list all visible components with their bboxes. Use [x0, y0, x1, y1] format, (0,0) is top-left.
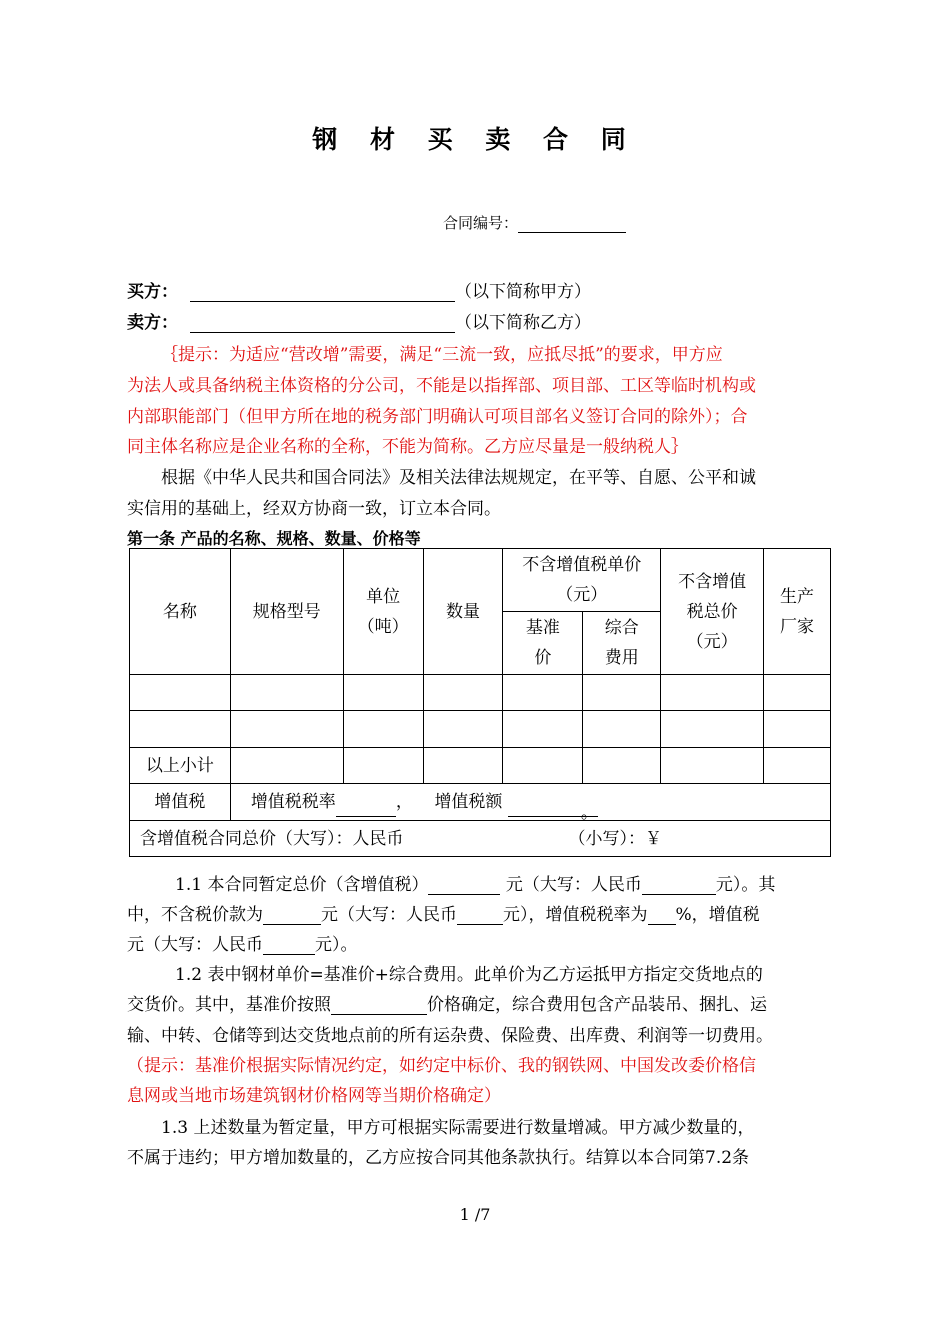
total-row — [130, 821, 831, 857]
intro-line: 根据《中华人民共和国合同法》及相关法律法规规定，在平等、自愿、公平和诚 — [161, 468, 756, 488]
net-price-words-blank[interactable] — [457, 906, 503, 925]
total-big-label: 含增值税合同总价（大写）：人民币 — [140, 828, 404, 849]
tip-line: 内部职能部门（但甲方所在地的税务部门明确认可项目部名义签订合同的除外）；合 — [127, 407, 748, 427]
tip-line: 为法人或具备纳税主体资格的分公司，不能是以指挥部、项目部、工区等临时机构或 — [127, 376, 756, 396]
total-small-label: （小写）：￥ — [568, 828, 662, 849]
seller-suffix: （以下简称乙方） — [455, 313, 591, 333]
tip-line: ｛提示：为适应“营改增”需要，满足“三流一致，应抵尽抵”的要求，甲方应 — [161, 345, 723, 365]
buyer-label: 买方： — [127, 282, 178, 302]
clause-1-1-line: 1.1 本合同暂定总价（含增值税） 元（大写：人民币 元）。其 — [175, 875, 776, 895]
clause-1-3-line: 1.3 上述数量为暂定量，甲方可根据实际需要进行数量增减。甲方减少数量的， — [161, 1118, 755, 1138]
contract-number-label: 合同编号： — [443, 214, 519, 232]
vat-rate-blank[interactable] — [336, 798, 396, 817]
total-price-blank[interactable] — [428, 876, 500, 895]
total-price-cell — [130, 821, 831, 857]
page-number: 1 /7 — [459, 1205, 491, 1224]
base-price-source-blank[interactable] — [331, 996, 427, 1015]
buyer-blank[interactable] — [190, 285, 455, 302]
product-table — [129, 548, 831, 857]
header-spec: 规格型号 — [230, 549, 343, 675]
contract-number-blank[interactable] — [518, 216, 626, 233]
header-unit: 单位 （吨） — [343, 549, 423, 675]
clause-1-2-line: 1.2 表中钢材单价=基准价+综合费用。此单价为乙方运抵甲方指定交货地点的 — [175, 965, 763, 985]
article-1-heading: 第一条 产品的名称、规格、数量、价格等 — [127, 529, 421, 548]
vat-words-blank[interactable] — [263, 936, 315, 955]
clause-1-3-line: 不属于违约；甲方增加数量的，乙方应按合同其他条款执行。结算以本合同第7.2条 — [127, 1148, 750, 1168]
subtotal-label: 以上小计 — [130, 748, 231, 784]
clause-1-1-line: 中，不含税价款为 元（大写：人民币 元），增值税税率为 %，增值税 — [127, 905, 760, 925]
header-name: 名称 — [130, 549, 231, 675]
vat-rate-label: 增值税税率 — [250, 792, 336, 812]
clause-1-2-tip: 息网或当地市场建筑钢材价格网等当期价格确定） — [127, 1086, 501, 1106]
clause-1-2-line: 输、中转、仓储等到达交货地点前的所有运杂费、保险费、出库费、利润等一切费用。 — [127, 1026, 773, 1046]
contract-number — [443, 212, 626, 233]
vat-amount-label: 增值税额 — [434, 792, 503, 812]
header-quantity: 数量 — [423, 549, 503, 675]
header-base-price: 基准 价 — [503, 612, 583, 675]
vat-rate-text-blank[interactable] — [648, 906, 676, 925]
clause-1-1-line: 元（大写：人民币 元）。 — [127, 935, 358, 955]
seller-line — [127, 308, 591, 333]
header-unit-price: 不含增值税单价 （元） — [503, 549, 661, 612]
document-title: 钢 材 买 卖 合 同 — [312, 125, 638, 154]
seller-label: 卖方： — [127, 313, 178, 333]
buyer-line — [127, 277, 591, 302]
seller-blank[interactable] — [190, 316, 455, 333]
header-comprehensive-fee: 综合 费用 — [583, 612, 661, 675]
tip-line: 同主体名称应是企业名称的全称，不能为简称。乙方应尽量是一般纳税人｝ — [127, 437, 688, 457]
subtotal-row — [130, 748, 831, 784]
table-row — [130, 711, 831, 748]
clause-1-2-line: 交货价。其中，基准价按照 价格确定，综合费用包含产品装吊、捆扎、运 — [127, 995, 767, 1015]
total-price-words-blank[interactable] — [642, 876, 716, 895]
table-row — [130, 675, 831, 711]
net-price-blank[interactable] — [263, 906, 321, 925]
vat-detail: 增值税税率 ， 增值税额 。 — [230, 784, 830, 821]
intro-line: 实信用的基础上，经双方协商一致，订立本合同。 — [127, 499, 501, 519]
vat-row — [130, 784, 831, 821]
header-manufacturer: 生产 厂家 — [764, 549, 831, 675]
clause-1-2-tip: （提示：基准价根据实际情况约定，如约定中标价、我的钢铁网、中国发改委价格信 — [127, 1056, 756, 1076]
vat-amount-blank[interactable]: 。 — [508, 798, 598, 817]
vat-label: 增值税 — [130, 784, 231, 821]
header-total-price: 不含增值 税总价 （元） — [661, 549, 764, 675]
buyer-suffix: （以下简称甲方） — [455, 282, 591, 302]
